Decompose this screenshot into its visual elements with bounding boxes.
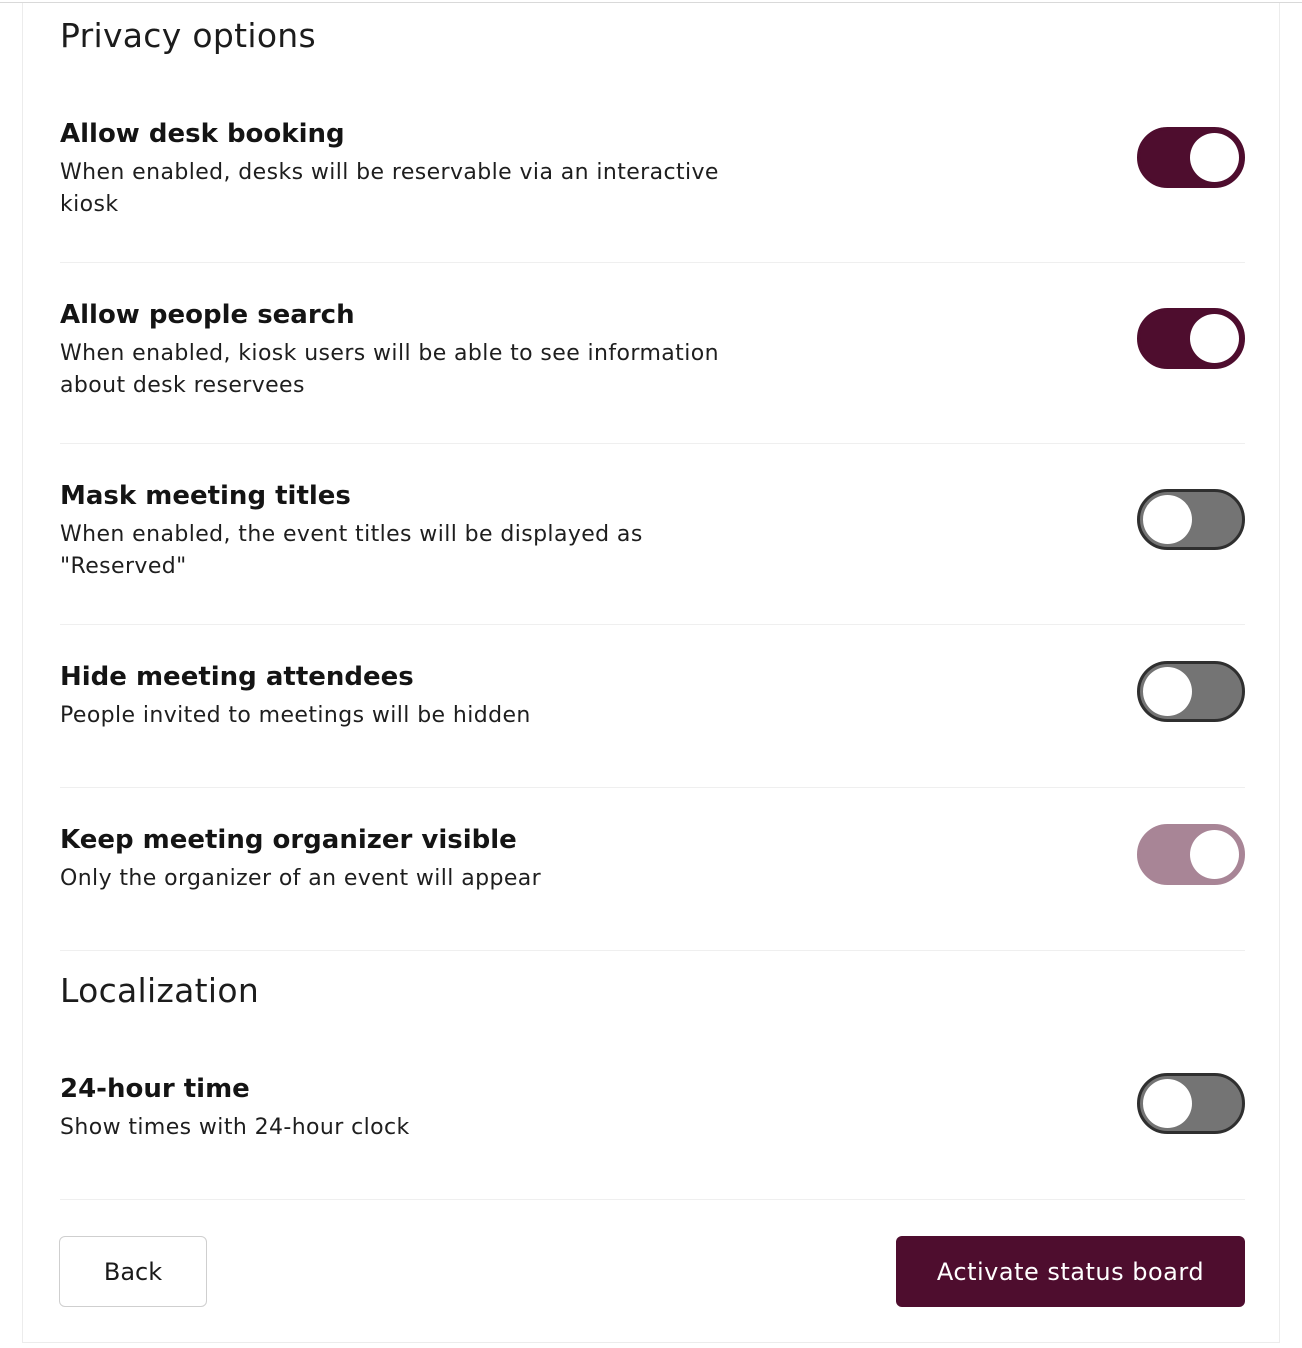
privacy-section-title: Privacy options [60,16,317,55]
24-hour-time-toggle[interactable] [1137,1073,1245,1134]
row-divider [60,624,1245,625]
option-title: Hide meeting attendees [60,662,414,692]
option-mask-meeting-titles [60,480,1245,590]
mask-meeting-titles-toggle[interactable] [1137,489,1245,550]
option-24-hour-time [60,1073,1245,1153]
option-title: Allow people search [60,300,355,330]
option-allow-desk-booking [60,118,1245,228]
keep-meeting-organizer-visible-toggle[interactable] [1137,824,1245,885]
option-allow-people-search [60,299,1245,409]
allow-desk-booking-toggle[interactable] [1137,127,1245,188]
row-divider [60,262,1245,263]
toggle-knob [1190,133,1239,182]
localization-section-title: Localization [60,971,260,1010]
option-keep-meeting-organizer-visible [60,824,1245,904]
allow-people-search-toggle[interactable] [1137,308,1245,369]
hide-meeting-attendees-toggle[interactable] [1137,661,1245,722]
option-description: Only the organizer of an event will appear [60,866,542,891]
toggle-knob [1143,667,1192,716]
option-description: When enabled, kiosk users will be able to see information about desk reservees [60,341,719,398]
toggle-knob [1190,830,1239,879]
option-title: Allow desk booking [60,119,345,149]
row-divider [60,443,1245,444]
option-description: People invited to meetings will be hidden [60,703,531,728]
toggle-knob [1143,1079,1192,1128]
back-button[interactable]: Back [59,1236,207,1307]
row-divider [60,950,1245,951]
option-title: Mask meeting titles [60,481,351,511]
row-divider [60,1199,1245,1200]
option-description: When enabled, desks will be reservable via an interactive kiosk [60,160,719,217]
option-description: When enabled, the event titles will be displayed as "Reserved" [60,522,643,579]
option-hide-meeting-attendees [60,661,1245,741]
option-description: Show times with 24-hour clock [60,1115,410,1140]
row-divider [60,787,1245,788]
option-title: 24-hour time [60,1074,250,1104]
option-title: Keep meeting organizer visible [60,825,517,855]
activate-status-board-button[interactable]: Activate status board [896,1236,1245,1307]
toggle-knob [1190,314,1239,363]
toggle-knob [1143,495,1192,544]
